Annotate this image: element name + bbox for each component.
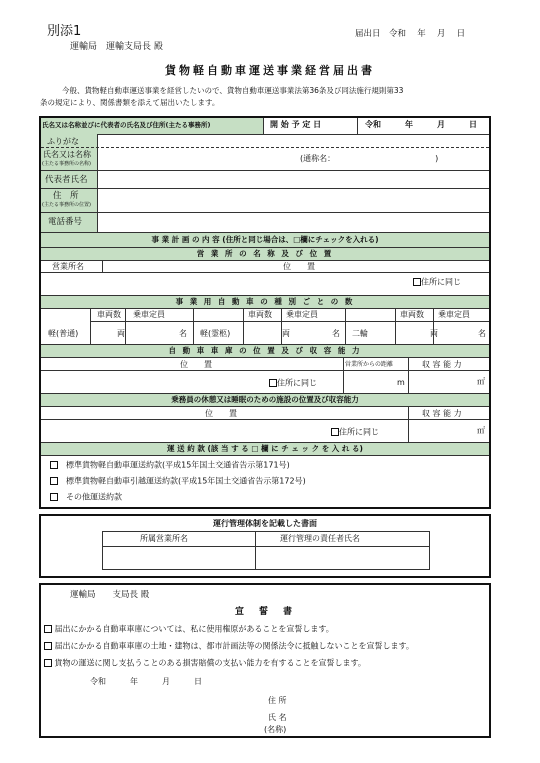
addr-label: 住 所 <box>53 191 79 201</box>
unit-crew-3: 名 <box>478 329 486 338</box>
pledge-title: 宣 誓 書 <box>234 607 295 617</box>
pledge-name-label: 氏 名 <box>268 713 287 722</box>
office-heading: 営 業 所 の 名 称 及 び 位 置 <box>196 249 334 258</box>
office-loc-label: 位 置 <box>283 262 315 271</box>
tel-label: 電話番号 <box>48 217 83 227</box>
terms-heading: 運 送 約 款 (該 当 す る □ 欄 に チ ェ ッ ク を 入 れ る) <box>167 444 363 453</box>
checkbox[interactable] <box>44 659 52 667</box>
checkbox[interactable] <box>50 477 58 485</box>
intro-line-2: 条の規定により、関係書類を添えて届出いたします。 <box>40 98 220 107</box>
office-same-addr[interactable]: 住所に同じ <box>413 278 461 287</box>
management-col-office: 所属営業所名 <box>140 534 188 543</box>
checkbox[interactable] <box>331 428 339 436</box>
annex-label: 別添1 <box>47 24 82 39</box>
unit-count-2: 両 <box>282 329 290 338</box>
intro-line-1: 今般、貨物軽自動車運送事業を経営したいので、貨物自動車運送事業法第36条及び同法施行規則第33 <box>62 86 404 95</box>
applicant-head-label: 氏名又は名称並びに代表者の氏名及び住所(主たる事務所) <box>42 121 211 129</box>
pledge-item-2[interactable]: 届出にかかる自動車車庫の土地・建物は、都市計画法等の関係法令に抵触しないことを宣誓します。 <box>44 642 414 651</box>
unit-crew-1: 名 <box>179 329 187 338</box>
addr-sub-label: (主たる事務所の位置) <box>42 202 91 208</box>
rest-heading: 乗務員の休憩又は睡眠のための施設の位置及び収容能力 <box>171 395 359 404</box>
plan-heading: 事 業 計 画 の 内 容 (住所と同じ場合は、□欄にチェックを入れる) <box>151 235 379 244</box>
management-col-manager: 運行管理の責任者氏名 <box>280 534 360 543</box>
checkbox[interactable] <box>50 461 58 469</box>
garage-unit-m2: ㎡ <box>477 377 485 386</box>
name-sub-label: (主たる事務所の名称) <box>42 161 91 167</box>
checkbox[interactable] <box>413 278 421 286</box>
crew-label-1: 乗車定員 <box>133 310 165 319</box>
addressee: 運輸局 運輸支局長 殿 <box>70 42 163 52</box>
unit-count-3: 両 <box>430 329 438 338</box>
terms-item-2[interactable]: 標準貨物軽自動車引越運送約款(平成15年国土交通省告示第172号) <box>50 477 306 486</box>
garage-distance-label: 営業所からの距離 <box>345 361 394 368</box>
start-date-value[interactable]: 令和 年 月 日 <box>365 120 477 129</box>
vehicles-heading: 事 業 用 自 動 車 の 種 別 ご と の 数 <box>175 297 355 306</box>
vehicle-type-3: 二輪 <box>352 329 368 338</box>
garage-loc-label: 位 置 <box>180 360 212 369</box>
terms-item-3[interactable]: その他運送約款 <box>50 493 122 502</box>
pledge-addressee: 運輸局 支局長 殿 <box>70 590 150 600</box>
start-date-label: 開 始 予 定 日 <box>270 120 322 129</box>
crew-label-3: 乗車定員 <box>438 310 470 319</box>
rep-label: 代表者氏名 <box>45 175 88 185</box>
furigana-label: ふりがな <box>47 137 79 146</box>
count-label-1: 車両数 <box>97 310 121 319</box>
checkbox[interactable] <box>50 493 58 501</box>
terms-item-1[interactable]: 標準貨物軽自動車運送約款(平成15年国土交通省告示第171号) <box>50 461 290 470</box>
pledge-addr-label: 住 所 <box>268 696 287 705</box>
garage-capacity-label: 収 容 能 力 <box>422 360 462 369</box>
pledge-item-1[interactable]: 届出にかかる自動車車庫については、私に使用権原があることを宣誓します。 <box>44 625 334 634</box>
pledge-name-sub: (名称) <box>264 725 287 734</box>
checkbox[interactable] <box>269 379 277 387</box>
pledge-date: 令和 年 月 日 <box>90 677 202 686</box>
vehicle-type-2: 軽(霊柩) <box>200 329 231 338</box>
name-label: 氏名又は名称 <box>43 150 91 159</box>
vehicle-type-1: 軽(普通) <box>48 329 79 338</box>
checkbox[interactable] <box>44 625 52 633</box>
office-name-label: 営業所名 <box>52 262 84 271</box>
rest-capacity-label: 収 容 能 力 <box>422 409 462 418</box>
tsusho-field[interactable]: (通称名： ) <box>300 154 439 163</box>
garage-same-addr[interactable]: 住所に同じ <box>269 379 317 388</box>
checkbox[interactable] <box>44 642 52 650</box>
rest-unit-m2: ㎡ <box>477 426 485 435</box>
unit-crew-2: 名 <box>332 329 340 338</box>
garage-unit-m: m <box>397 378 405 387</box>
count-label-3: 車両数 <box>400 310 424 319</box>
page-title: 貨物軽自動車運送事業経営届出書 <box>165 64 375 77</box>
rest-same-addr[interactable]: 住所に同じ <box>331 428 379 437</box>
crew-label-2: 乗車定員 <box>286 310 318 319</box>
rest-loc-label: 位 置 <box>205 409 237 418</box>
management-heading: 運行管理体制を記載した書面 <box>213 519 317 528</box>
garage-heading: 自 動 車 車 庫 の 位 置 及 び 収 容 能 力 <box>168 346 362 355</box>
pledge-item-3[interactable]: 貨物の運送に関し支払うことのある損害賠償の支払い能力を有することを宣誓します。 <box>44 659 366 668</box>
count-label-2: 車両数 <box>248 310 272 319</box>
unit-count-1: 両 <box>117 329 125 338</box>
submit-date: 届出日 令和 年 月 日 <box>355 29 466 39</box>
